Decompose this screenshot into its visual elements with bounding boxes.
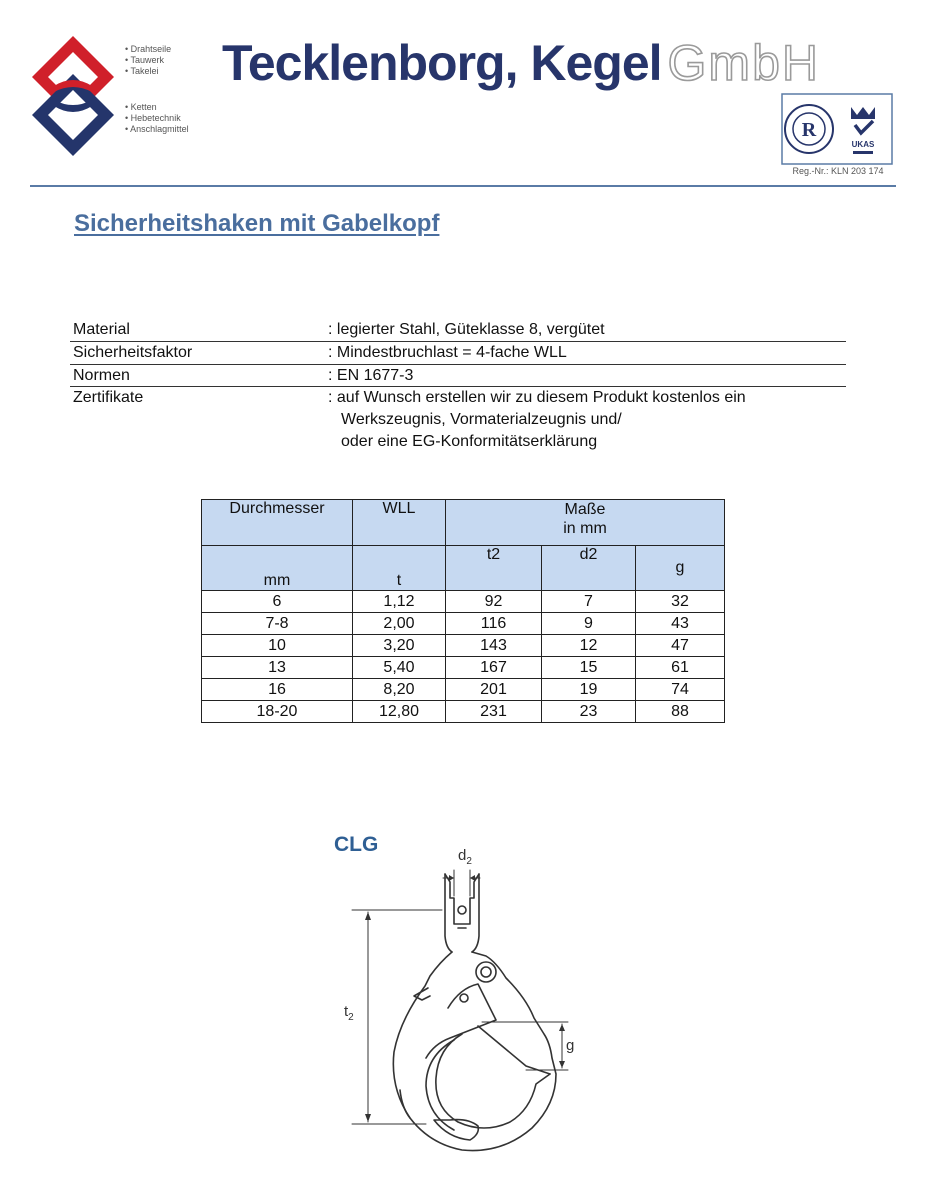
cell-g: 32 bbox=[636, 591, 725, 613]
cell-t2: 201 bbox=[446, 679, 542, 701]
service-list-ropes bbox=[125, 44, 171, 77]
service-item: • Hebetechnik bbox=[125, 113, 189, 124]
property-value: : EN 1677-3 bbox=[328, 367, 414, 384]
company-logo bbox=[30, 34, 116, 158]
property-value: : auf Wunsch erstellen wir zu diesem Produkt kostenlos ein bbox=[328, 389, 746, 406]
page-title: Sicherheitshaken mit Gabelkopf bbox=[74, 210, 440, 237]
property-label: Material bbox=[73, 321, 130, 338]
cell-wll: 2,00 bbox=[353, 613, 446, 635]
table-row bbox=[202, 635, 725, 657]
cell-d2: 15 bbox=[542, 657, 636, 679]
company-name-main: Tecklenborg, Kegel bbox=[222, 35, 662, 91]
dimension-label-d2: $d_2$ bbox=[458, 847, 472, 867]
svg-text:R: R bbox=[801, 119, 817, 141]
cell-d2: 12 bbox=[542, 635, 636, 657]
cell-g: 88 bbox=[636, 701, 725, 723]
iso-seal-icon bbox=[785, 105, 833, 153]
cell-g: 61 bbox=[636, 657, 725, 679]
header-unit-mm: mm bbox=[202, 546, 353, 591]
service-item: • Ketten bbox=[125, 102, 189, 113]
drawing-title: CLG bbox=[334, 833, 379, 856]
cell-t2: 92 bbox=[446, 591, 542, 613]
registration-number: Reg.-Nr.: KLN 203 174 bbox=[792, 166, 884, 176]
property-value: : Mindestbruchlast = 4-fache WLL bbox=[328, 344, 567, 361]
header-divider bbox=[30, 185, 896, 187]
company-name bbox=[222, 34, 820, 92]
dimension-label-t2: $t_2$ bbox=[344, 1003, 354, 1023]
cell-durchmesser: 13 bbox=[202, 657, 353, 679]
certification-badges bbox=[781, 93, 893, 165]
cell-durchmesser: 7-8 bbox=[202, 613, 353, 635]
cell-g: 43 bbox=[636, 613, 725, 635]
header-wll: WLL bbox=[353, 500, 446, 546]
property-value-line: oder eine EG-Konformitätserklärung bbox=[341, 433, 598, 450]
cell-t2: 143 bbox=[446, 635, 542, 657]
header-unit-t: t bbox=[353, 546, 446, 591]
table-row bbox=[202, 679, 725, 701]
property-label: Zertifikate bbox=[73, 389, 144, 406]
cell-g: 47 bbox=[636, 635, 725, 657]
header-t2: t2 bbox=[446, 546, 542, 591]
property-label: Sicherheitsfaktor bbox=[73, 344, 193, 361]
service-item: • Takelei bbox=[125, 66, 171, 77]
cell-wll: 1,12 bbox=[353, 591, 446, 613]
ukas-icon bbox=[851, 107, 875, 154]
property-divider bbox=[70, 364, 846, 365]
cell-wll: 3,20 bbox=[353, 635, 446, 657]
header-d2: d2 bbox=[542, 546, 636, 591]
property-label: Normen bbox=[73, 367, 130, 384]
table-row bbox=[202, 657, 725, 679]
cell-durchmesser: 16 bbox=[202, 679, 353, 701]
table-row bbox=[202, 591, 725, 613]
cell-d2: 23 bbox=[542, 701, 636, 723]
spec-table bbox=[201, 499, 725, 723]
company-name-suffix: GmbH bbox=[667, 35, 820, 91]
cell-t2: 167 bbox=[446, 657, 542, 679]
header-masse bbox=[446, 500, 725, 546]
cell-wll: 12,80 bbox=[353, 701, 446, 723]
cell-d2: 9 bbox=[542, 613, 636, 635]
svg-text:UKAS: UKAS bbox=[851, 140, 875, 149]
cell-wll: 5,40 bbox=[353, 657, 446, 679]
header-g: g bbox=[636, 546, 725, 591]
cell-wll: 8,20 bbox=[353, 679, 446, 701]
service-item: • Tauwerk bbox=[125, 55, 171, 66]
property-value: : legierter Stahl, Güteklasse 8, vergütet bbox=[328, 321, 605, 338]
table-row bbox=[202, 613, 725, 635]
property-value-line: Werkszeugnis, Vormaterialzeugnis und/ bbox=[341, 411, 622, 428]
header-masse-label: Maße bbox=[564, 501, 606, 518]
cell-durchmesser: 6 bbox=[202, 591, 353, 613]
cell-g: 74 bbox=[636, 679, 725, 701]
cell-d2: 19 bbox=[542, 679, 636, 701]
service-item: • Anschlagmittel bbox=[125, 124, 189, 135]
hook-drawing bbox=[330, 838, 590, 1170]
header-masse-unit: in mm bbox=[563, 520, 607, 537]
table-row bbox=[202, 701, 725, 723]
service-list-lifting bbox=[125, 102, 189, 135]
service-item: • Drahtseile bbox=[125, 44, 171, 55]
header-durchmesser: Durchmesser bbox=[202, 500, 353, 546]
dimension-label-g: g bbox=[566, 1037, 575, 1054]
cell-durchmesser: 10 bbox=[202, 635, 353, 657]
cell-durchmesser: 18-20 bbox=[202, 701, 353, 723]
cell-d2: 7 bbox=[542, 591, 636, 613]
cell-t2: 231 bbox=[446, 701, 542, 723]
cell-t2: 116 bbox=[446, 613, 542, 635]
